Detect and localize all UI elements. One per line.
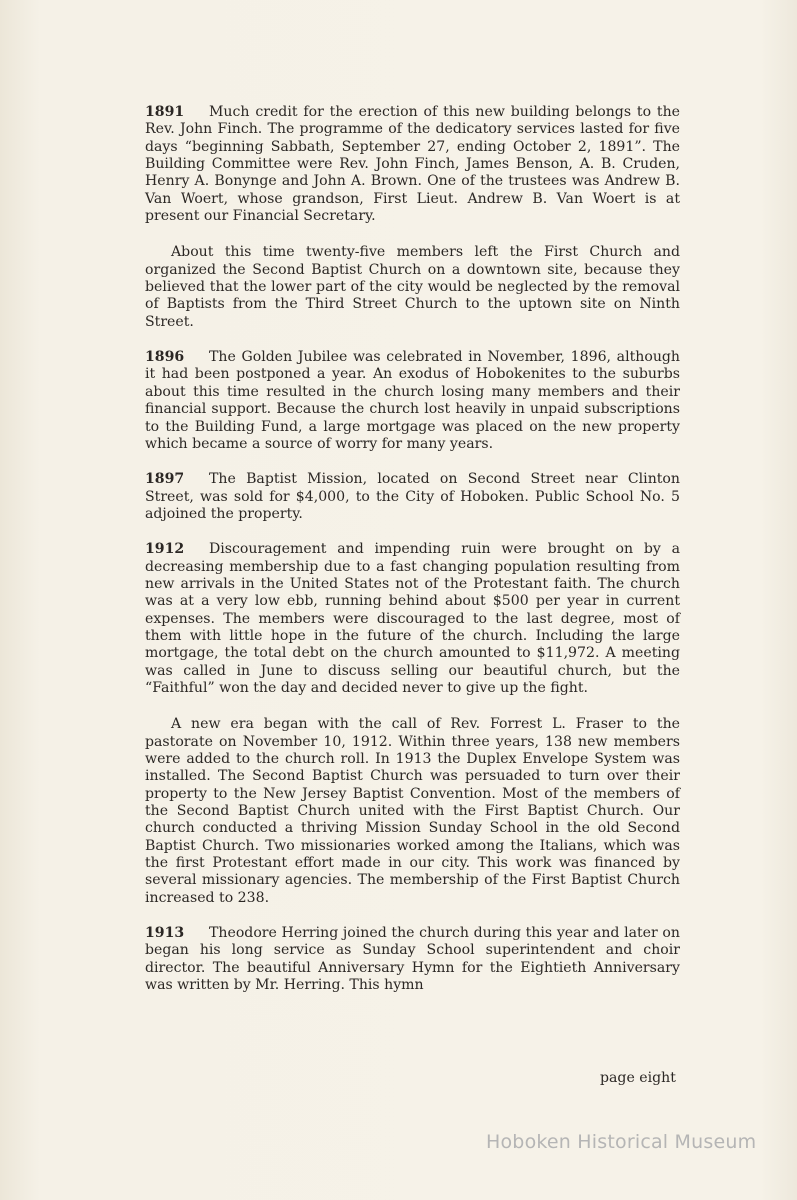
entry-1896 — [145, 349, 680, 453]
paragraph-text: About this time twenty-five members left the First Church and organized the Second Baptist Church on a downtown site, because they believed that the lower part of the city would be neglected by the removal of Baptists from the Third Street Church to the uptown site on Ninth Street. — [145, 244, 680, 330]
entry-year: 1912 — [145, 541, 185, 558]
page-number: page eight — [600, 1070, 676, 1086]
entry-text: Theodore Herring joined the church during this year and later on began his long service as Sunday School superintendent and choir director. The beautiful Anniversary Hymn for the Eightieth Anniversary was written by Mr. Herring. This hymn — [145, 925, 680, 994]
entry-text: The Baptist Mission, located on Second Street near Clinton Street, was sold for $4,000, to the City of Hoboken. Public School No. 5 adjoined the property. — [145, 471, 680, 522]
entry-year: 1891 — [145, 104, 185, 120]
entry-text: Discouragement and impending ruin were brought on by a decreasing membership due to a fast changing population resulting from new arrivals in the United States not of the Protestant faith. The church was at a very low ebb, running behind about $500 per year in current expenses. The members were discouraged to the last degree, most of them with little hope in the future of the church. Including the large mortgage, the total debt on the church amounted to $11,972. A meeting was called in June to discuss selling our beautiful church, but the “Faithful” won the day and decided never to give up the fight. — [145, 541, 680, 696]
entry-1912 — [145, 541, 680, 697]
entry-1891 — [145, 104, 680, 225]
entry-text: The Golden Jubilee was celebrated in November, 1896, although it had been postponed a year. An exodus of Hobokenites to the suburbs about this time resulted in the church losing many members and their financial support. Because the church lost heavily in unpaid subscriptions to the Building Fund, a large mortgage was placed on the new property which became a source of worry for many years. — [145, 349, 680, 452]
entry-year: 1896 — [145, 349, 185, 366]
paragraph-text: A new era began with the call of Rev. Forrest L. Fraser to the pastorate on November 10, 1912. Within three years, 138 new members were added to the church roll. In 1913 the Duplex Envelope System was installed. The Second Baptist Church was persuaded to turn over their property to the New Jersey Baptist Convention. Most of the members of the Second Baptist Church united with the First Baptist Church. Our church conducted a thriving Mission Sunday School in the old Second Baptist Church. Two missionaries worked among the Italians, which was the first Protestant effort made in our city. This work was financed by several missionary agencies. The membership of the First Baptist Church increased to 238. — [145, 716, 680, 906]
entry-year: 1897 — [145, 471, 185, 488]
paragraph-new-era — [145, 716, 680, 907]
entry-text: Much credit for the erection of this new building belongs to the Rev. John Finch. The programme of the dedicatory services lasted for five days “beginning Sabbath, September 27, ending October 2, 1891”. The Building Committee were Rev. John Finch, James Benson, A. B. Cruden, Henry A. Bonynge and John A. Brown. One of the trustees was Andrew B. Van Woert, whose grandson, First Lieut. Andrew B. Van Woert is at present our Financial Secretary. — [145, 104, 680, 225]
paragraph-second-church — [145, 244, 680, 331]
body-text — [145, 104, 680, 994]
entry-1897 — [145, 471, 680, 523]
entry-1913 — [145, 925, 680, 994]
watermark: Hoboken Historical Museum — [486, 1131, 757, 1153]
entry-year: 1913 — [145, 925, 185, 942]
